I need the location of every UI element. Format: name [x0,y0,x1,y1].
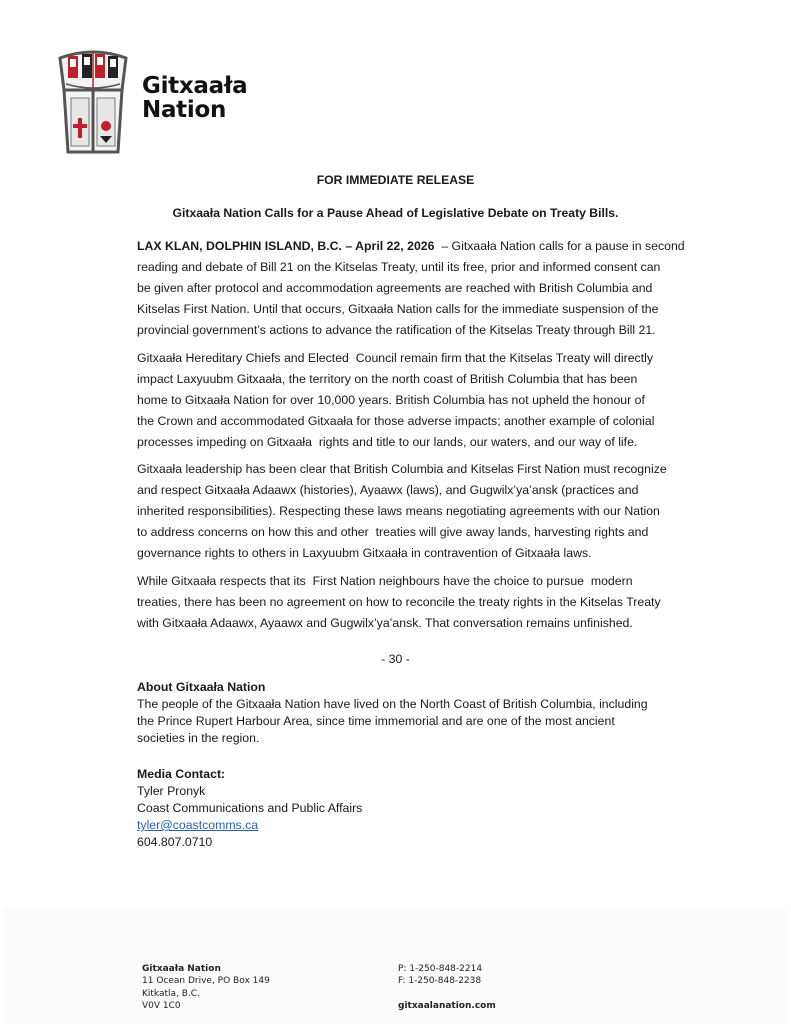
end-mark: - 30 - [381,652,410,666]
footer-address-line-2: Kitkatla, B.C. [142,988,200,999]
paragraph-line: inherited responsibilities). Respecting these laws means negotiating agreements with our Nation [137,504,660,518]
footer-postal-code: V0V 1C0 [142,1000,181,1011]
paragraph-3 [137,459,677,564]
footer [4,909,786,1024]
paragraph-2 [137,348,677,453]
paragraph-line: Gitxaała Hereditary Chiefs and Elected Council remain firm that the Kitselas Treaty will directly [137,351,653,365]
paragraph-line: governance rights to others in Laxyuubm Gitxaała in contravention of Gitxaała laws. [137,546,592,560]
paragraph-line: impact Laxyuubm Gitxaała, the territory on the north coast of British Columbia that has been [137,372,638,386]
footer-address-line-1: 11 Ocean Drive, PO Box 149 [142,976,270,987]
paragraph-line: be given after protocol and accommodation agreements are reached with British Columbia and [137,281,653,295]
footer-address [142,963,270,1012]
paragraph-line: While Gitxaała respects that its First Nation neighbours have the choice to pursue modern [137,574,633,588]
organization-logo [56,46,296,156]
paragraph-line: and respect Gitxaała Adaawx (histories), Ayaawx (laws), and Gugwilx’ya’ansk (practices and [137,483,639,497]
paragraph-line: processes impeding on Gitxaała rights and title to our lands, our waters, and our way of life. [137,435,638,449]
paragraph-4 [137,571,677,634]
paragraph-line: Kitselas First Nation. Until that occurs, Gitxaała Nation calls for the immediate suspension of the [137,302,659,316]
footer-website-link[interactable]: gitxaalanation.com [398,1000,496,1011]
footer-fax: F: 1-250-848-2238 [398,976,482,987]
paragraph-line: to address concerns on how this and other treaties will give away lands, harvesting rights and [137,525,649,539]
paragraph-line: treaties, there has been no agreement on how to reconcile the treaty rights in the Kitselas Treaty [137,595,661,609]
media-contact-section [137,766,677,851]
paragraph-line: the Crown and accommodated Gitxaała for those adverse impacts; another example of colonial [137,414,655,428]
contact-phone: 604.807.0710 [137,835,213,849]
footer-org-name: Gitxaała Nation [142,964,221,974]
organization-wordmark [142,74,247,122]
footer-phone: P: 1-250-848-2214 [398,964,483,974]
wordmark-line-2: Nation [142,97,227,123]
contact-name: Tyler Pronyk [137,784,206,798]
about-heading: About Gitxaała Nation [137,680,266,694]
paragraph-line: Gitxaała leadership has been clear that British Columbia and Kitselas First Nation must recognize [137,462,667,476]
wordmark-line-1: Gitxaała [142,73,248,99]
paragraph-line [137,236,685,257]
gitxaala-crest-icon [56,46,130,154]
paragraph-line: reading and debate of Bill 21 on the Kitselas Treaty, until its free, prior and informed consent can [137,260,661,274]
about-line: societies in the region. [137,731,260,745]
dateline: LAX KLAN, DOLPHIN ISLAND, B.C. – April 22, 2026 [137,239,435,253]
paragraph-line: provincial government’s actions to advance the ratification of the Kitselas Treaty through Bill 21. [137,323,656,337]
paragraph-line-text: – Gitxaała Nation calls for a pause in second [434,239,685,253]
about-section [137,679,677,747]
media-contact-heading: Media Contact: [137,767,226,781]
footer-contact [398,963,496,1012]
release-label: FOR IMMEDIATE RELEASE [316,173,475,187]
paragraph-line: home to Gitxaała Nation for over 10,000 years. British Columbia has not upheld the honour of [137,393,645,407]
about-line: the Prince Rupert Harbour Area, since time immemorial and are one of the most ancient [137,714,615,728]
contact-email-link[interactable]: tyler@coastcomms.ca [137,818,259,832]
contact-organization: Coast Communications and Public Affairs [137,801,363,815]
headline: Gitxaała Nation Calls for a Pause Ahead of Legislative Debate on Treaty Bills. [172,206,619,220]
paragraph-line: with Gitxaała Adaawx, Ayaawx and Gugwilx’ya’ansk. That conversation remains unfinished. [137,616,633,630]
about-line: The people of the Gitxaała Nation have lived on the North Coast of British Columbia, including [137,697,648,711]
paragraph-1 [137,236,685,341]
